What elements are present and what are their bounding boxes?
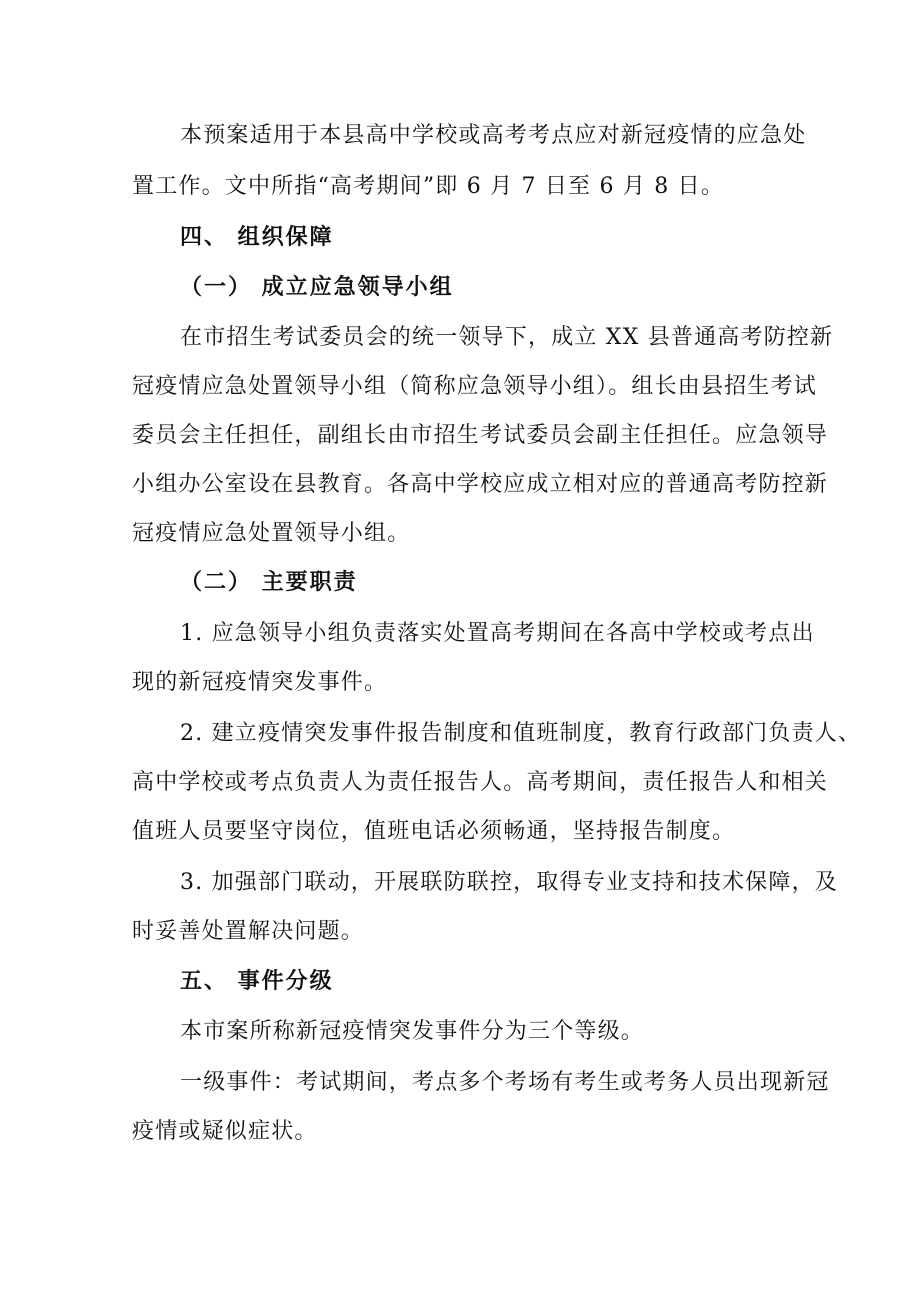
paragraph-item-3-line-1: 3. 加强部门联动，开展联防联控，取得专业支持和技术保障，及 [180,870,838,895]
paragraph-leadership-line-2: 冠疫情应急处置领导小组（简称应急领导小组）。组长由县招生考试 [132,374,818,399]
paragraph-leadership-line-4: 小组办公室设在县教育。各高中学校应成立相对应的普通高考防控新 [132,472,829,497]
subsection-heading-responsibilities: （二） 主要职责 [180,570,358,595]
paragraph-scope-line-2: 置工作。文中所指“高考期间”即 6 月 7 日至 6 月 8 日。 [132,174,725,199]
section-heading-event-levels: 五、 事件分级 [180,969,334,994]
paragraph-item-2-line-2: 高中学校或考点负责人为责任报告人。高考期间，责任报告人和相关 [132,770,829,795]
paragraph-item-2-line-1: 2. 建立疫情突发事件报告制度和值班制度，教育行政部门负责人、 [180,721,862,746]
paragraph-item-1-line-2: 现的新冠疫情突发事件。 [132,670,388,695]
paragraph-item-3-line-2: 时妥善处置解决问题。 [132,919,365,944]
paragraph-level-1-line-1: 一级事件：考试期间，考点多个考场有考生或考务人员出现新冠 [180,1070,830,1095]
subsection-heading-leadership-group: （一） 成立应急领导小组 [180,275,454,300]
paragraph-levels-intro: 本市案所称新冠疫情突发事件分为三个等级。 [180,1019,645,1044]
paragraph-item-2-line-3: 值班人员要坚守岗位，值班电话必须畅通，坚持报告制度。 [132,819,736,844]
paragraph-item-1-line-1: 1. 应急领导小组负责落实处置高考期间在各高中学校或考点出 [180,621,815,646]
paragraph-leadership-line-3: 委员会主任担任，副组长由市招生考试委员会副主任担任。应急领导 [132,423,829,448]
paragraph-leadership-line-5: 冠疫情应急处置领导小组。 [132,521,411,546]
section-heading-organization: 四、 组织保障 [180,225,334,250]
paragraph-leadership-line-1: 在市招生考试委员会的统一领导下，成立 XX 县普通高考防控新 [180,325,834,350]
paragraph-level-1-line-2: 疫情或疑似症状。 [132,1119,318,1144]
paragraph-scope-line-1: 本预案适用于本县高中学校或高考考点应对新冠疫情的应急处 [180,123,807,148]
